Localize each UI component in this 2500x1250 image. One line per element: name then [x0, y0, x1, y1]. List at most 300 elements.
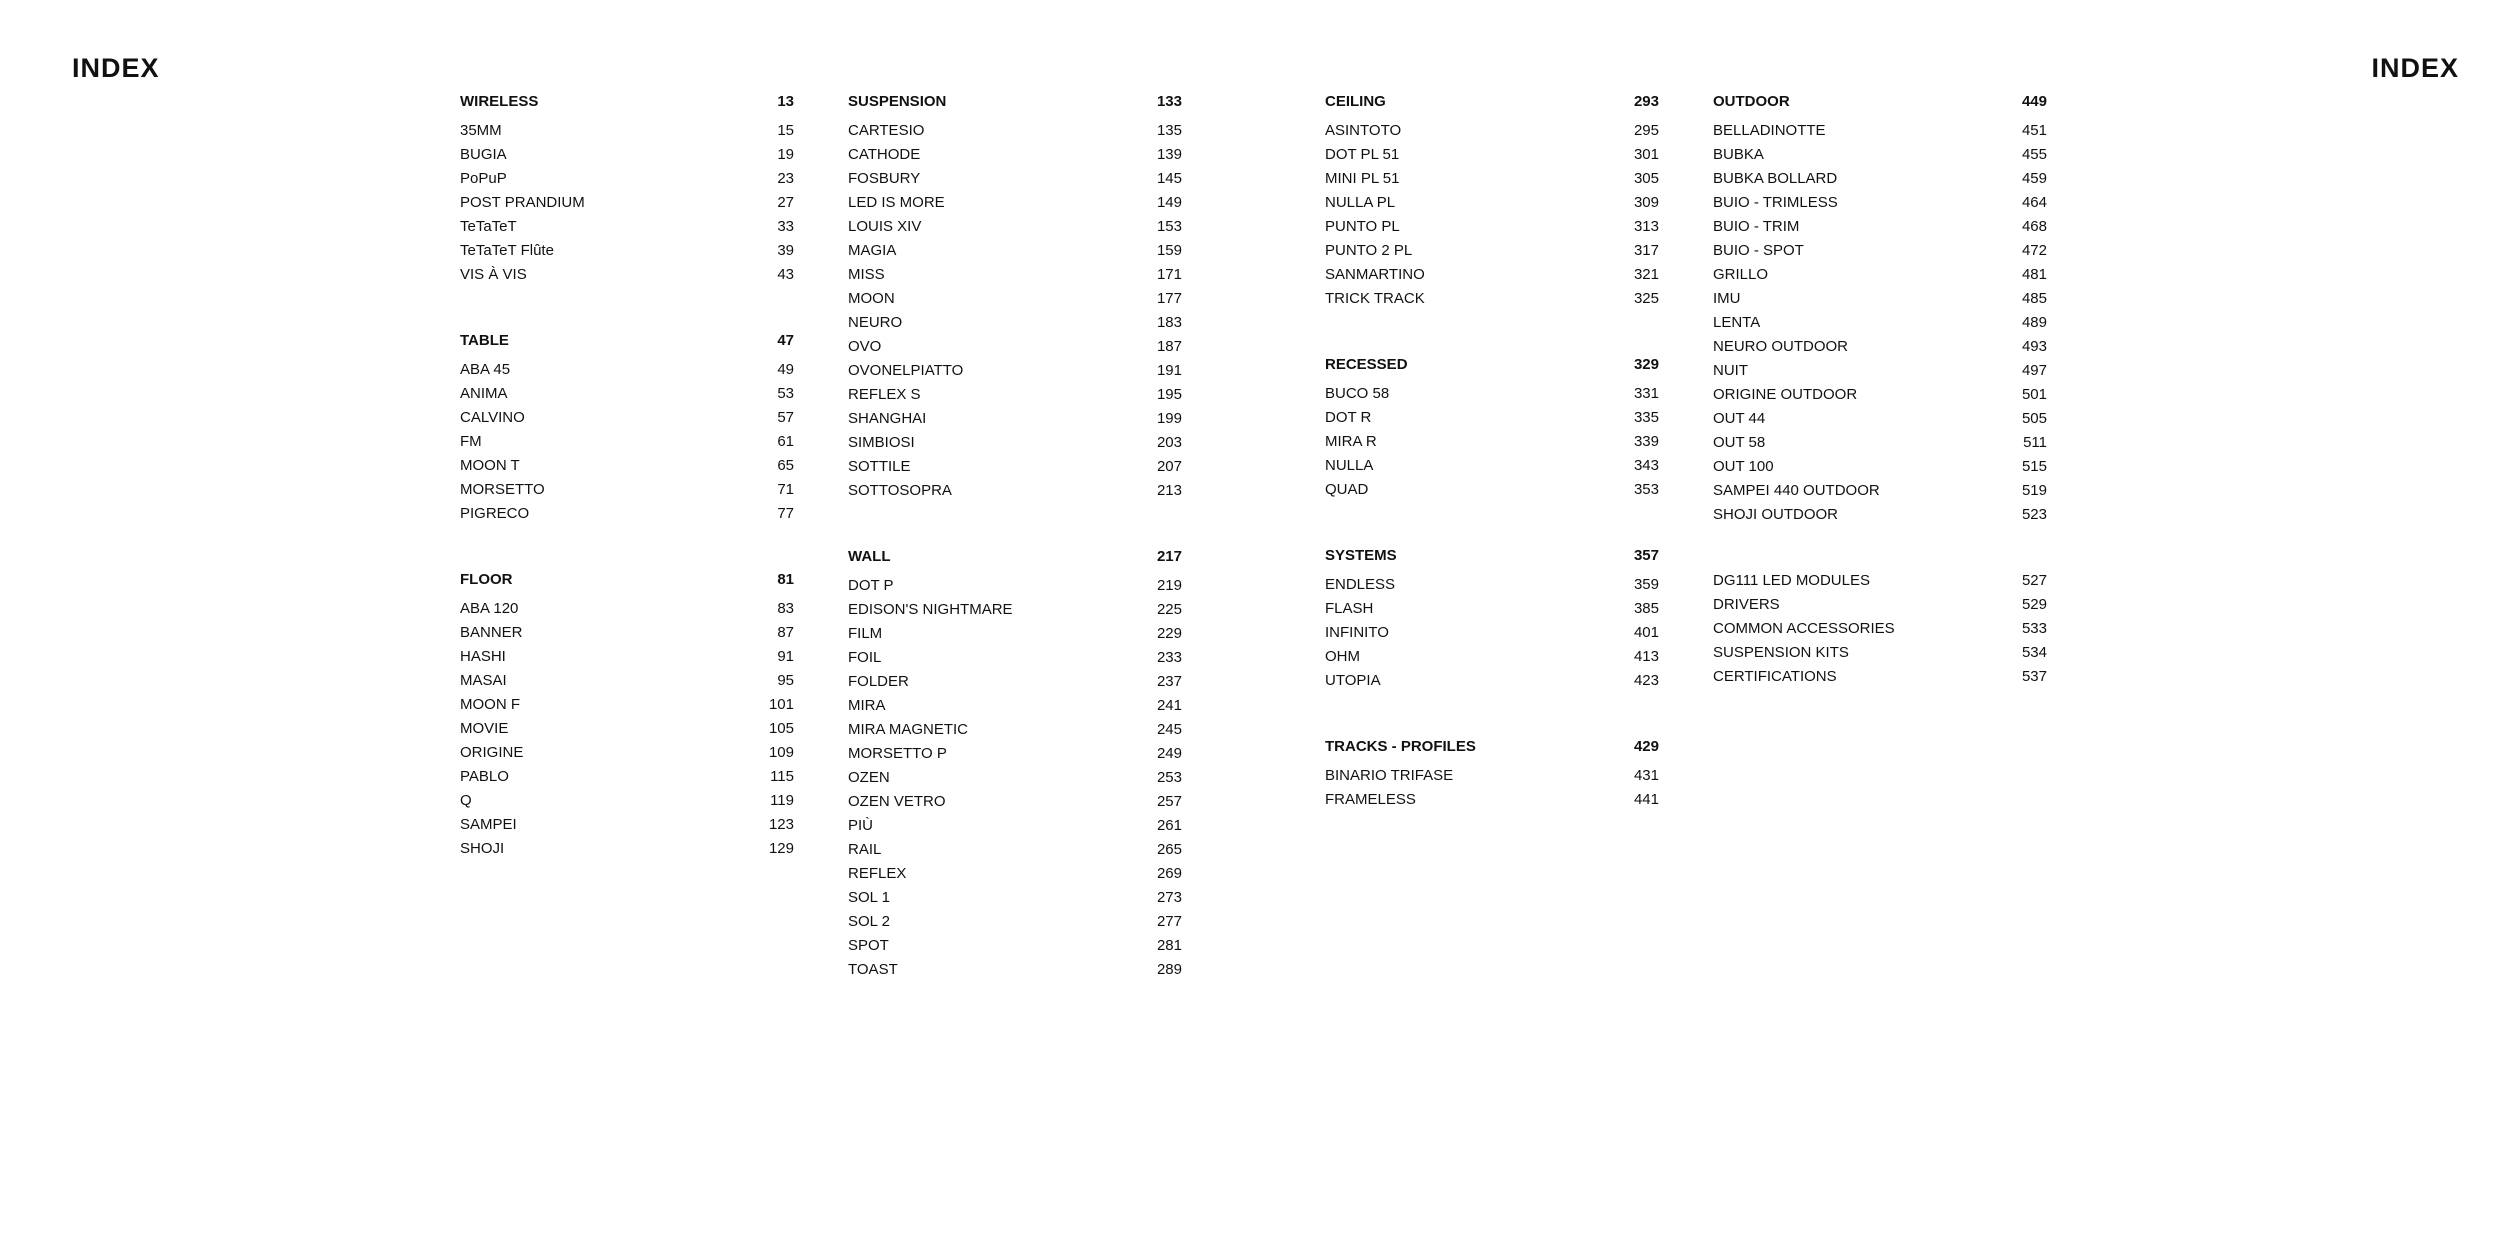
index-entry — [460, 789, 794, 813]
entry-name: DOT P — [848, 577, 894, 594]
section-heading-page: 13 — [777, 93, 794, 110]
entry-name: MINI PL 51 — [1325, 170, 1400, 187]
index-entry — [848, 143, 1182, 167]
entry-page: 15 — [777, 122, 794, 139]
index-entry — [460, 765, 794, 789]
entry-page: 119 — [770, 792, 794, 809]
index-entry — [848, 311, 1182, 335]
entry-page: 183 — [1156, 314, 1182, 331]
index-section — [1713, 90, 2047, 527]
entry-name: NULLA PL — [1325, 194, 1396, 211]
entry-name: HASHI — [460, 648, 506, 665]
index-entry — [848, 886, 1182, 910]
entry-name: EDISON'S NIGHTMARE — [848, 601, 1013, 618]
index-entry — [460, 430, 794, 454]
entry-name: FOIL — [848, 649, 882, 666]
entry-name: LED IS MORE — [848, 194, 945, 211]
entry-name: NEURO OUTDOOR — [1713, 338, 1848, 355]
entry-page: 49 — [777, 361, 794, 378]
index-section — [848, 545, 1182, 982]
entry-page: 115 — [770, 768, 794, 785]
entry-page: 325 — [1633, 290, 1659, 307]
entry-page: 65 — [777, 457, 794, 474]
entry-name: REFLEX S — [848, 386, 921, 403]
index-entry — [848, 287, 1182, 311]
index-entry — [1713, 287, 2047, 311]
entry-page: 515 — [2021, 458, 2047, 475]
index-entry — [1713, 335, 2047, 359]
section-heading-page: 293 — [1633, 93, 1659, 110]
entry-page: 385 — [1633, 600, 1659, 617]
index-entry — [848, 838, 1182, 862]
index-entry — [460, 167, 794, 191]
index-entry — [848, 455, 1182, 479]
entry-page: 511 — [2023, 434, 2047, 451]
entry-name: SOTTILE — [848, 458, 911, 475]
entry-name: SOTTOSOPRA — [848, 482, 952, 499]
index-entry — [460, 645, 794, 669]
entry-page: 145 — [1156, 170, 1182, 187]
index-entry — [1325, 215, 1659, 239]
entry-page: 87 — [777, 624, 794, 641]
index-entry — [1713, 407, 2047, 431]
index-entry — [1325, 143, 1659, 167]
entry-page: 139 — [1156, 146, 1182, 163]
entry-name: INFINITO — [1325, 624, 1389, 641]
entry-page: 464 — [2021, 194, 2047, 211]
entry-name: MOVIE — [460, 720, 509, 737]
entry-page: 277 — [1156, 913, 1182, 930]
entry-name: OZEN — [848, 769, 890, 786]
entry-name: PIGRECO — [460, 505, 530, 522]
section-heading-page: 217 — [1156, 548, 1182, 565]
entry-name: OVONELPIATTO — [848, 362, 964, 379]
index-section — [1325, 544, 1659, 693]
entry-name: CATHODE — [848, 146, 921, 163]
entry-page: 335 — [1633, 409, 1659, 426]
index-section — [460, 329, 794, 526]
entry-page: 219 — [1156, 577, 1182, 594]
entry-page: 123 — [768, 816, 794, 833]
entry-name: LENTA — [1713, 314, 1761, 331]
index-entry — [460, 813, 794, 837]
section-heading-page: 429 — [1633, 738, 1659, 755]
entry-name: SAMPEI 440 OUTDOOR — [1713, 482, 1880, 499]
index-entry — [848, 191, 1182, 215]
index-entry — [1713, 143, 2047, 167]
index-section — [1325, 353, 1659, 502]
index-entry — [1325, 478, 1659, 502]
index-entry — [848, 766, 1182, 790]
entry-name: MIRA R — [1325, 433, 1377, 450]
entry-page: 265 — [1156, 841, 1182, 858]
entry-name: COMMON ACCESSORIES — [1713, 620, 1895, 637]
entry-name: GRILLO — [1713, 266, 1769, 283]
index-entry — [460, 143, 794, 167]
section-heading-label: OUTDOOR — [1713, 93, 1790, 110]
entry-page: 19 — [777, 146, 794, 163]
section-heading-page: 81 — [777, 571, 794, 588]
section-heading-page: 47 — [777, 332, 794, 349]
entry-name: BUBKA BOLLARD — [1713, 170, 1838, 187]
entry-page: 149 — [1156, 194, 1182, 211]
entry-page: 451 — [2021, 122, 2047, 139]
entry-name: BELLADINOTTE — [1713, 122, 1826, 139]
index-section — [1325, 90, 1659, 311]
index-column-1 — [460, 90, 794, 903]
index-entry — [1325, 573, 1659, 597]
section-heading — [1325, 544, 1659, 568]
entry-name: MIRA MAGNETIC — [848, 721, 969, 738]
index-entry — [1325, 167, 1659, 191]
index-entry — [1713, 263, 2047, 287]
section-heading-label: TRACKS - PROFILES — [1325, 738, 1476, 755]
entry-name: SOL 2 — [848, 913, 890, 930]
index-entry — [848, 215, 1182, 239]
entry-name: OUT 100 — [1713, 458, 1774, 475]
index-entry — [848, 383, 1182, 407]
entry-name: REFLEX — [848, 865, 907, 882]
entry-page: 43 — [777, 266, 794, 283]
entry-page: 281 — [1156, 937, 1182, 954]
entry-name: DRIVERS — [1713, 596, 1780, 613]
index-entry — [460, 191, 794, 215]
page-title-left: INDEX — [72, 53, 160, 83]
index-section — [460, 90, 794, 287]
entry-page: 95 — [777, 672, 794, 689]
entry-page: 171 — [1156, 266, 1182, 283]
index-entry — [1325, 430, 1659, 454]
index-entry — [1713, 503, 2047, 527]
entry-page: 537 — [2021, 668, 2047, 685]
section-heading-page: 133 — [1156, 93, 1182, 110]
index-entry — [848, 407, 1182, 431]
entry-name: CALVINO — [460, 409, 525, 426]
entry-page: 423 — [1633, 672, 1659, 689]
section-heading-label: WALL — [848, 548, 891, 565]
section-heading-page: 449 — [2021, 93, 2047, 110]
index-entry — [848, 431, 1182, 455]
index-entry — [848, 359, 1182, 383]
index-entry — [1325, 597, 1659, 621]
entry-name: IMU — [1713, 290, 1741, 307]
entry-page: 331 — [1633, 385, 1659, 402]
index-entry — [460, 693, 794, 717]
entry-page: 77 — [777, 505, 794, 522]
index-entry — [1713, 455, 2047, 479]
index-entry — [1713, 119, 2047, 143]
index-entry — [1325, 621, 1659, 645]
index-entry — [848, 646, 1182, 670]
entry-page: 441 — [1633, 791, 1659, 808]
index-entry — [1713, 359, 2047, 383]
entry-name: MAGIA — [848, 242, 897, 259]
index-entry — [848, 263, 1182, 287]
entry-name: MORSETTO P — [848, 745, 947, 762]
entry-page: 519 — [2021, 482, 2047, 499]
index-column-4 — [1713, 90, 2047, 731]
entry-name: BUGIA — [460, 146, 507, 163]
entry-name: POST PRANDIUM — [460, 194, 585, 211]
index-entry — [1325, 263, 1659, 287]
index-entry — [848, 958, 1182, 982]
entry-name: SHOJI — [460, 840, 505, 857]
entry-page: 359 — [1633, 576, 1659, 593]
entry-name: NUIT — [1713, 362, 1748, 379]
entry-name: SUSPENSION KITS — [1713, 644, 1849, 661]
section-heading — [1325, 353, 1659, 377]
entry-page: 305 — [1633, 170, 1659, 187]
entry-page: 529 — [2021, 596, 2047, 613]
entry-page: 91 — [777, 648, 794, 665]
entry-name: FILM — [848, 625, 883, 642]
entry-page: 261 — [1156, 817, 1182, 834]
entry-name: ORIGINE — [460, 744, 524, 761]
entry-page: 195 — [1156, 386, 1182, 403]
section-heading — [460, 568, 794, 592]
index-entry — [848, 910, 1182, 934]
entry-page: 241 — [1156, 697, 1182, 714]
index-entry — [848, 167, 1182, 191]
entry-page: 213 — [1156, 482, 1182, 499]
entry-page: 203 — [1156, 434, 1182, 451]
section-heading — [848, 545, 1182, 569]
index-entry — [460, 239, 794, 263]
index-entry — [848, 814, 1182, 838]
entry-name: OUT 58 — [1713, 434, 1766, 451]
entry-page: 459 — [2021, 170, 2047, 187]
index-entry — [1713, 641, 2047, 665]
section-heading-label: CEILING — [1325, 93, 1386, 110]
entry-name: MOON T — [460, 457, 520, 474]
index-entry — [1713, 431, 2047, 455]
index-entry — [1325, 191, 1659, 215]
index-section — [1325, 735, 1659, 812]
entry-page: 105 — [768, 720, 794, 737]
entry-page: 401 — [1633, 624, 1659, 641]
entry-name: TeTaTeT Flûte — [460, 242, 554, 259]
entry-page: 187 — [1156, 338, 1182, 355]
index-entry — [460, 119, 794, 143]
entry-name: MOON — [848, 290, 895, 307]
entry-name: CERTIFICATIONS — [1713, 668, 1837, 685]
index-entry — [460, 837, 794, 861]
index-entry — [460, 454, 794, 478]
index-entry — [1713, 665, 2047, 689]
entry-page: 493 — [2021, 338, 2047, 355]
entry-name: ABA 120 — [460, 600, 519, 617]
entry-name: SPOT — [848, 937, 889, 954]
section-heading — [1325, 90, 1659, 114]
entry-name: PUNTO PL — [1325, 218, 1400, 235]
index-entry — [1325, 119, 1659, 143]
section-heading — [1325, 735, 1659, 759]
entry-name: SHANGHAI — [848, 410, 927, 427]
entry-page: 309 — [1633, 194, 1659, 211]
entry-page: 455 — [2021, 146, 2047, 163]
entry-name: OZEN VETRO — [848, 793, 946, 810]
index-entry — [460, 215, 794, 239]
entry-page: 468 — [2021, 218, 2047, 235]
index-entry — [460, 502, 794, 526]
entry-page: 523 — [2021, 506, 2047, 523]
entry-page: 253 — [1156, 769, 1182, 786]
section-heading — [848, 90, 1182, 114]
entry-name: MISS — [848, 266, 885, 283]
entry-page: 269 — [1156, 865, 1182, 882]
entry-name: TRICK TRACK — [1325, 290, 1425, 307]
entry-name: BUIO - TRIMLESS — [1713, 194, 1838, 211]
entry-page: 313 — [1633, 218, 1659, 235]
section-heading-label: RECESSED — [1325, 356, 1408, 373]
entry-name: FOSBURY — [848, 170, 921, 187]
entry-name: BUBKA — [1713, 146, 1764, 163]
entry-page: 61 — [777, 433, 794, 450]
entry-page: 289 — [1156, 961, 1182, 978]
entry-page: 489 — [2021, 314, 2047, 331]
entry-name: MASAI — [460, 672, 507, 689]
index-entry — [1713, 383, 2047, 407]
entry-page: 534 — [2021, 644, 2047, 661]
entry-page: 207 — [1156, 458, 1182, 475]
entry-page: 431 — [1633, 767, 1659, 784]
entry-name: SIMBIOSI — [848, 434, 915, 451]
index-entry — [460, 621, 794, 645]
section-heading-page: 357 — [1633, 547, 1659, 564]
entry-page: 249 — [1156, 745, 1182, 762]
section-heading-label: WIRELESS — [460, 93, 539, 110]
entry-name: TOAST — [848, 961, 898, 978]
entry-page: 233 — [1156, 649, 1182, 666]
entry-page: 135 — [1156, 122, 1182, 139]
index-entry — [848, 119, 1182, 143]
index-entry — [1325, 669, 1659, 693]
entry-name: SHOJI OUTDOOR — [1713, 506, 1839, 523]
index-entry — [1325, 287, 1659, 311]
index-entry — [848, 862, 1182, 886]
index-entry — [460, 478, 794, 502]
entry-page: 295 — [1633, 122, 1659, 139]
index-entry — [848, 574, 1182, 598]
entry-page: 481 — [2021, 266, 2047, 283]
entry-name: DOT PL 51 — [1325, 146, 1400, 163]
index-entry — [460, 382, 794, 406]
entry-page: 353 — [1633, 481, 1659, 498]
index-entry — [1713, 191, 2047, 215]
entry-name: BINARIO TRIFASE — [1325, 767, 1454, 784]
index-entry — [848, 790, 1182, 814]
entry-name: BUCO 58 — [1325, 385, 1390, 402]
entry-name: ABA 45 — [460, 361, 511, 378]
entry-page: 159 — [1156, 242, 1182, 259]
entry-page: 57 — [777, 409, 794, 426]
entry-name: MOON F — [460, 696, 520, 713]
index-section — [848, 90, 1182, 503]
entry-page: 33 — [777, 218, 794, 235]
entry-name: SOL 1 — [848, 889, 890, 906]
entry-page: 273 — [1156, 889, 1182, 906]
index-entry — [848, 694, 1182, 718]
entry-page: 527 — [2021, 572, 2047, 589]
entry-name: PoPuP — [460, 170, 507, 187]
index-entry — [1325, 454, 1659, 478]
index-entry — [1325, 239, 1659, 263]
index-entry — [848, 742, 1182, 766]
entry-page: 191 — [1156, 362, 1182, 379]
entry-name: FRAMELESS — [1325, 791, 1416, 808]
section-heading-label: FLOOR — [460, 571, 513, 588]
entry-name: 35MM — [460, 122, 502, 139]
index-entry — [1325, 406, 1659, 430]
entry-page: 413 — [1633, 648, 1659, 665]
index-column-2 — [848, 90, 1182, 1024]
entry-name: UTOPIA — [1325, 672, 1381, 689]
index-entry — [848, 239, 1182, 263]
index-entry — [848, 622, 1182, 646]
index-entry — [848, 670, 1182, 694]
entry-page: 472 — [2021, 242, 2047, 259]
entry-name: OHM — [1325, 648, 1360, 665]
entry-page: 39 — [777, 242, 794, 259]
entry-page: 237 — [1156, 673, 1182, 690]
entry-name: PABLO — [460, 768, 509, 785]
section-heading — [460, 329, 794, 353]
entry-page: 153 — [1156, 218, 1182, 235]
section-heading-page: 329 — [1633, 356, 1659, 373]
entry-page: 497 — [2021, 362, 2047, 379]
entry-page: 245 — [1156, 721, 1182, 738]
index-entry — [848, 335, 1182, 359]
entry-name: ORIGINE OUTDOOR — [1713, 386, 1858, 403]
index-entry — [848, 479, 1182, 503]
entry-page: 301 — [1633, 146, 1659, 163]
index-entry — [1713, 239, 2047, 263]
entry-name: NEURO — [848, 314, 903, 331]
index-entry — [460, 717, 794, 741]
entry-page: 343 — [1633, 457, 1659, 474]
entry-name: QUAD — [1325, 481, 1369, 498]
entry-name: PUNTO 2 PL — [1325, 242, 1413, 259]
entry-name: FLASH — [1325, 600, 1374, 617]
entry-page: 321 — [1633, 266, 1659, 283]
entry-name: LOUIS XIV — [848, 218, 922, 235]
entry-name: OUT 44 — [1713, 410, 1766, 427]
entry-page: 109 — [768, 744, 794, 761]
index-entry — [1713, 593, 2047, 617]
entry-name: DOT R — [1325, 409, 1372, 426]
entry-name: Q — [460, 792, 472, 809]
entry-page: 53 — [777, 385, 794, 402]
index-entry — [460, 358, 794, 382]
entry-page: 317 — [1633, 242, 1659, 259]
index-entry — [1713, 215, 2047, 239]
page-title-right: INDEX — [2371, 53, 2459, 83]
entry-name: PIÙ — [848, 817, 874, 834]
entry-page: 225 — [1156, 601, 1182, 618]
entry-page: 533 — [2021, 620, 2047, 637]
entry-name: BUIO - TRIM — [1713, 218, 1800, 235]
entry-name: CARTESIO — [848, 122, 925, 139]
index-entry — [1713, 617, 2047, 641]
index-entry — [1713, 167, 2047, 191]
section-heading — [1713, 90, 2047, 114]
entry-name: ENDLESS — [1325, 576, 1396, 593]
entry-name: FOLDER — [848, 673, 909, 690]
entry-page: 199 — [1156, 410, 1182, 427]
entry-page: 129 — [768, 840, 794, 857]
entry-name: NULLA — [1325, 457, 1374, 474]
entry-name: TeTaTeT — [460, 218, 517, 235]
